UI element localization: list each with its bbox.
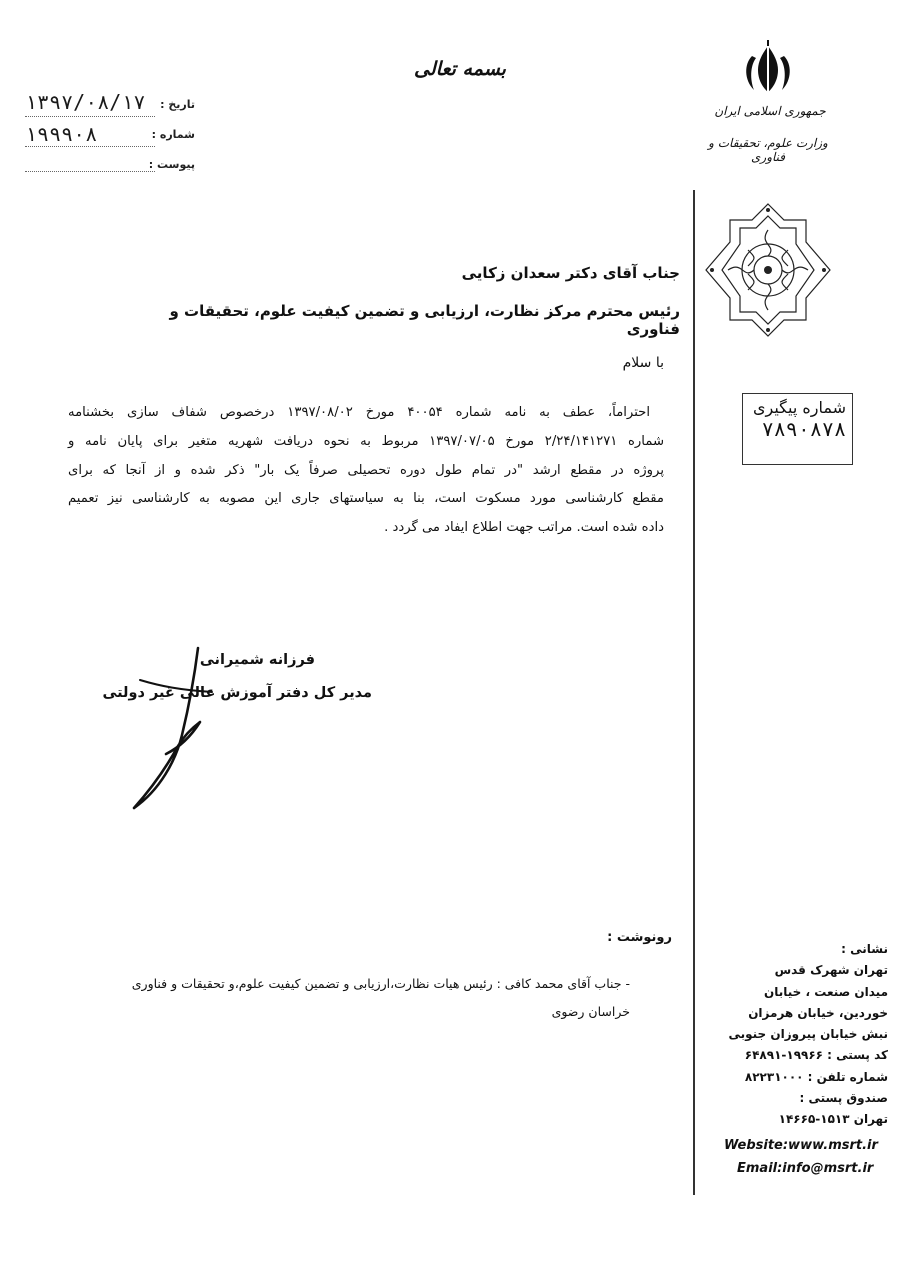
cc-line-1: - جناب آقای محمد کافی : رئیس هیات نظارت،ارزیابی و تضمین کیفیت علوم،و تحقیقات و فناوری [131,976,630,991]
recipient-title: رئیس محترم مرکز نظارت، ارزیابی و تضمین کیفیت علوم، تحقیقات و فناوری [169,302,680,338]
body-line: شماره ۲/۲۴/۱۴۱۲۷۱ مورخ ۱۳۹۷/۰۷/۰۵ مربوط به نحوه دریافت شهریه متغیر برای پایان نامه و [68,433,664,449]
letter-body [68,399,664,543]
ornament-icon [698,200,838,340]
po-box: تهران ۱۵۱۳-۱۴۶۶۵ [778,1112,888,1127]
address-line: نبش خیابان پیروزان جنوبی [728,1027,888,1042]
tracking-box [742,393,853,465]
iran-emblem-icon [738,40,798,100]
emblem-caption-2: وزارت علوم، تحقیقات و فناوری [708,136,828,164]
website-link[interactable]: Website:www.msrt.ir [724,1138,878,1153]
greeting: با سلام [622,355,664,371]
invocation: بسمه تعالی [414,58,506,80]
address-block [708,939,888,1131]
attachment-label: پیوست : [148,158,195,171]
cc-line-2: خراسان رضوی [551,1004,630,1019]
cc-heading: رونوشت : [607,930,672,945]
tracking-number: ۷۸۹۰۸۷۸ [761,417,846,441]
body-line: احتراماً، عطف به نامه شماره ۴۰۰۵۴ مورخ ۱۳۹۷/۰۸/۰۲ درخصوص شفاف سازی بخشنامه [68,405,650,420]
address-line: صندوق پستی : [799,1091,888,1106]
body-line: مقطع کارشناسی مورد مسکوت است، بنا به سیاستهای جاری این مصوبه به کارشناسی نیز تعمیم [68,491,664,507]
signer-name: فرزانه شمیرانی [199,652,315,668]
body-line: داده شده است. مراتب جهت اطلاع ایفاد می گردد . [384,520,664,536]
date-label: تاریخ : [160,98,195,111]
letter-meta [20,86,195,176]
sidebar-divider [693,190,695,1195]
address-line: میدان صنعت ، خیابان [764,984,888,999]
signer-title: مدیر کل دفتر آموزش عالی غیر دولتی [102,685,372,701]
email-link[interactable]: Email:info@msrt.ir [737,1161,874,1176]
date-value: ۱۳۹۷/۰۸/۱۷ [25,90,146,114]
phone-number: شماره تلفن : ۸۲۲۳۱۰۰۰ [744,1069,888,1084]
address-line: تهران شهرک قدس [774,963,888,978]
body-line: پروژه در مقطع ارشد "در تمام طول دوره تحصیلی صرفاً یک بار" ذکر شده و از آنجا که برای [68,462,664,478]
postal-code: کد پستی : ۱۹۹۶۶-۶۴۸۹۱ [744,1048,888,1063]
address-line: خوردین، خیابان هرمزان [748,1005,888,1020]
tracking-label: شماره پیگیری [752,398,846,417]
number-value: ۱۹۹۹۰۸ [25,122,98,146]
emblem-caption-1: جمهوری اسلامی ایران [714,104,826,118]
recipient-name: جناب آقای دکتر سعدان زکایی [461,264,680,282]
handwritten-signature [120,640,230,820]
address-line: نشانی : [841,942,888,956]
number-label: شماره : [151,128,195,141]
